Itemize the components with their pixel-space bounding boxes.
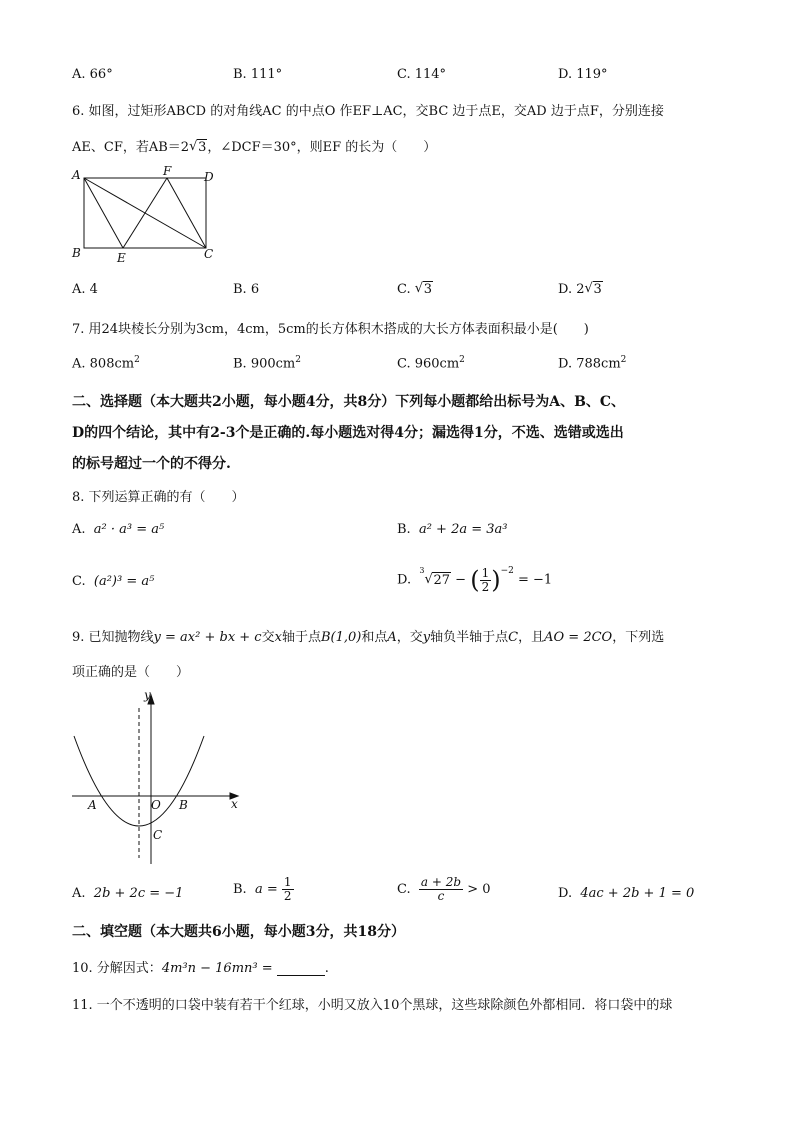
parabola-graph <box>66 686 251 868</box>
label-B: B <box>72 246 81 260</box>
q6-option-a: A. 4 <box>72 282 98 297</box>
label-C: C <box>204 247 214 261</box>
q6-option-d: D. 2√ 3 <box>558 282 603 297</box>
q9-option-d: D. 4ac + 2b + 1 = 0 <box>558 886 695 901</box>
answer-blank[interactable] <box>277 963 325 976</box>
segment-fc <box>167 178 206 248</box>
q9-stem-line1: 9. 已知抛物线y = ax² + bx + c交x轴于点B(1,0)和点A，交y轴负半轴于点C，且AO = 2CO，下列选 <box>72 630 665 645</box>
segment-ef <box>123 178 167 248</box>
q9-stem-line2: 项正确的是（ ） <box>72 665 190 680</box>
q7-option-c: C. $960cm^2$ <box>397 355 465 372</box>
cube-root-symbol: √ 27 <box>424 573 451 588</box>
q10-stem: 10. 分解因式：4m³n − 16mn³ = . <box>72 961 329 976</box>
q6-line2-post: ，∠DCF＝30°，则EF 的长为（ ） <box>207 140 437 155</box>
label-E: E <box>117 251 126 265</box>
q5-option-a: A. 66° <box>72 67 113 82</box>
label-A: A <box>72 168 81 182</box>
q7-stem: 7. 用24块棱长分别为3cm，4cm，5cm的长方体积木搭成的大长方体表面积最小是( ) <box>72 322 589 337</box>
label-y: y <box>144 688 151 702</box>
label-O: O <box>151 798 161 812</box>
q11-stem: 11. 一个不透明的口袋中装有若干个红球，小明又放入10个黑球，这些球除颜色外都相同．将口袋中的球 <box>72 998 673 1013</box>
q8-option-d: D. $^3$√ 27 − ( $\frac{1}{2}$ )$^{-2}$ = −1 <box>397 566 552 594</box>
sqrt-symbol: √ 3 <box>585 282 603 297</box>
label-B: B <box>179 798 188 812</box>
q9-option-c: C. $\frac{a + 2b}{c}$ > 0 <box>397 875 491 903</box>
q7-option-a: A. $808cm^2$ <box>72 355 140 372</box>
section2-heading-line3: 的标号超过一个的不得分. <box>72 456 231 472</box>
label-F: F <box>163 164 172 178</box>
label-x: x <box>231 797 238 811</box>
q8-option-a: A. a² · a³ = a⁵ <box>72 522 165 537</box>
q8-option-c: C. (a²)³ = a⁵ <box>72 574 155 589</box>
segment-ae <box>84 178 123 248</box>
q7-option-b: B. $900cm^2$ <box>233 355 301 372</box>
q6-option-c: C. √ 3 <box>397 282 433 297</box>
section3-heading: 二、填空题（本大题共6小题，每小题3分，共18分） <box>72 924 405 940</box>
q8-option-b: B. a² + 2a = 3a³ <box>397 522 508 537</box>
q6-stem-line2 <box>72 136 436 155</box>
sqrt-symbol: √ 3 <box>189 140 207 155</box>
label-A: A <box>88 798 97 812</box>
section2-heading-line1: 二、选择题（本大题共2小题，每小题4分，共8分）下列每小题都给出标号为A、B、C、 <box>72 394 626 410</box>
section2-heading-line2: D的四个结论，其中有2-3个是正确的.每小题选对得4分；漏选得1分，不选、选错或选出 <box>72 425 624 441</box>
q8-stem: 8. 下列运算正确的有（ ） <box>72 490 245 505</box>
label-C: C <box>153 828 163 842</box>
rectangle-figure <box>66 164 226 266</box>
q9-option-b: B. a = $\frac{1}{2}$ <box>233 875 292 903</box>
q9-option-a: A. 2b + 2c = −1 <box>72 886 184 901</box>
q5-option-b: B. 111° <box>233 67 283 82</box>
q7-option-d: D. $788cm^2$ <box>558 355 627 372</box>
label-D: D <box>204 170 214 184</box>
q6-stem-line1: 6. 如图，过矩形ABCD 的对角线AC 的中点O 作EF⊥AC，交BC 边于点E，交AD 边于点F，分别连接 <box>72 104 664 119</box>
q6-option-b: B. 6 <box>233 282 260 297</box>
q5-option-c: C. 114° <box>397 67 447 82</box>
q5-option-d: D. 119° <box>558 67 608 82</box>
q6-line2-pre: AE、CF，若AB＝2 <box>72 140 190 155</box>
sqrt-symbol: √ 3 <box>415 282 433 297</box>
